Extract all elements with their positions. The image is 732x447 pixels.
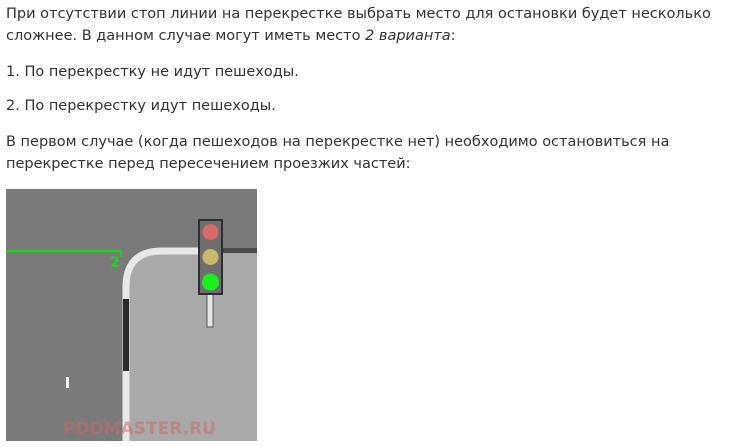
traffic-light-yellow-lamp xyxy=(203,249,219,265)
intro-line-2-suffix: : xyxy=(450,28,456,44)
traffic-light-green-lamp xyxy=(202,274,219,291)
sidewalk-block xyxy=(126,251,257,441)
option-2-text: 2. По перекрестку идут пешеходы. xyxy=(6,98,276,114)
intro-paragraph xyxy=(6,3,711,47)
curb-shadow-segment xyxy=(123,299,129,371)
case-1-line-2: перекрестке перед пересечением проезжих частей: xyxy=(6,156,411,172)
watermark: PDDMASTER.RU xyxy=(63,419,216,439)
intro-line-2-prefix: сложнее. В данном случае могут иметь место xyxy=(6,28,366,44)
option-1-text: 1. По перекрестку не идут пешеходы. xyxy=(6,64,299,80)
stop-place-marker-label: 2 xyxy=(110,255,120,271)
curb-shadow-top xyxy=(220,248,257,253)
intersection-illustration xyxy=(6,189,257,441)
intro-line-2-emphasis: 2 варианта xyxy=(365,28,451,44)
traffic-light-red-lamp xyxy=(203,224,219,240)
case-1-paragraph xyxy=(6,131,669,175)
traffic-light-pole xyxy=(207,293,213,327)
intro-line-1: При отсутствии стоп линии на перекрестке выбрать место для остановки будет несколько xyxy=(6,6,711,22)
lane-dash xyxy=(66,377,69,388)
case-1-line-1: В первом случае (когда пешеходов на перекрестке нет) необходимо остановиться на xyxy=(6,134,670,150)
